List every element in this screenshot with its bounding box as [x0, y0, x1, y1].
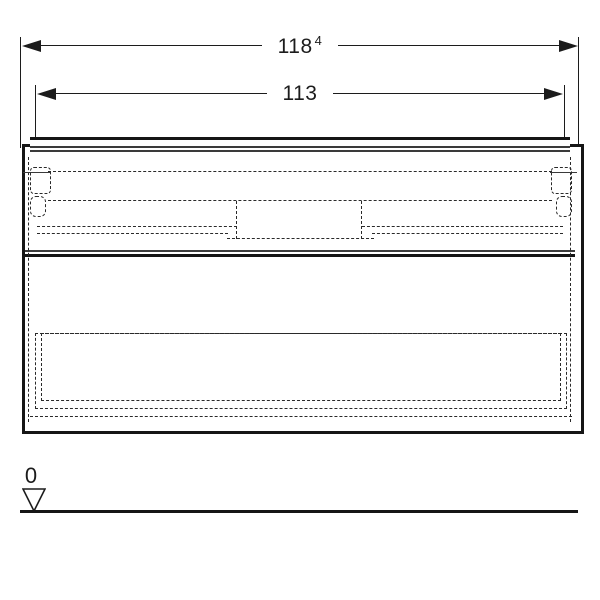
dimension-label-carcass-width — [263, 82, 337, 106]
siphon-cutout-left-line — [236, 201, 237, 239]
wall-bracket-left-plate — [30, 167, 51, 194]
dimension-arrow-right-icon — [544, 88, 563, 100]
dimension-overall-value: 118 — [277, 35, 313, 58]
upper-drawer-bottom-right-line-2 — [372, 233, 563, 234]
lower-drawer-inner-box — [41, 333, 561, 401]
upper-drawer-bottom-right-line-1 — [362, 226, 563, 227]
siphon-cutout-right-line — [361, 201, 362, 239]
wall-bracket-left-hook — [30, 196, 46, 217]
dimension-arrow-right-icon — [559, 40, 578, 52]
extension-line-overall-right — [578, 37, 579, 148]
dimension-line-carcass-left-segment — [53, 93, 267, 94]
slab-edge-line-lower — [30, 150, 570, 152]
side-panel-left-dashed-line — [28, 157, 29, 422]
wall-bracket-right-plate — [551, 167, 572, 194]
dimension-line-carcass-right-segment — [333, 93, 545, 94]
upper-drawer-bottom-left-line-2 — [37, 233, 228, 234]
dimension-line-overall-left-segment — [38, 45, 262, 46]
drawer-divider-line-upper — [25, 250, 575, 252]
dimension-label-overall-width — [258, 33, 342, 59]
upper-drawer-top-dashed-line — [48, 171, 552, 172]
datum-level-triangle-icon — [22, 488, 46, 512]
dimension-arrow-left-icon — [22, 40, 41, 52]
siphon-cutout-bottom-line — [227, 238, 374, 239]
upper-drawer-bottom-left-line-1 — [37, 226, 237, 227]
dimension-arrow-left-icon — [37, 88, 56, 100]
floor-line — [20, 510, 578, 513]
upper-drawer-interior-dashed-line — [48, 200, 552, 201]
dimension-line-overall-right-segment — [338, 45, 562, 46]
lower-drawer-base-dashed-line — [30, 416, 572, 417]
drawer-divider-line-lower — [25, 254, 575, 257]
datum-zero-label: 0 — [24, 463, 38, 488]
extension-line-overall-left — [20, 37, 21, 148]
dimension-overall-superscript: 4 — [314, 33, 323, 48]
dimension-carcass-value: 113 — [282, 82, 318, 105]
wall-bracket-right-hook — [556, 196, 572, 217]
washbasin-slab — [30, 137, 570, 156]
slab-edge-line-upper — [30, 146, 570, 148]
